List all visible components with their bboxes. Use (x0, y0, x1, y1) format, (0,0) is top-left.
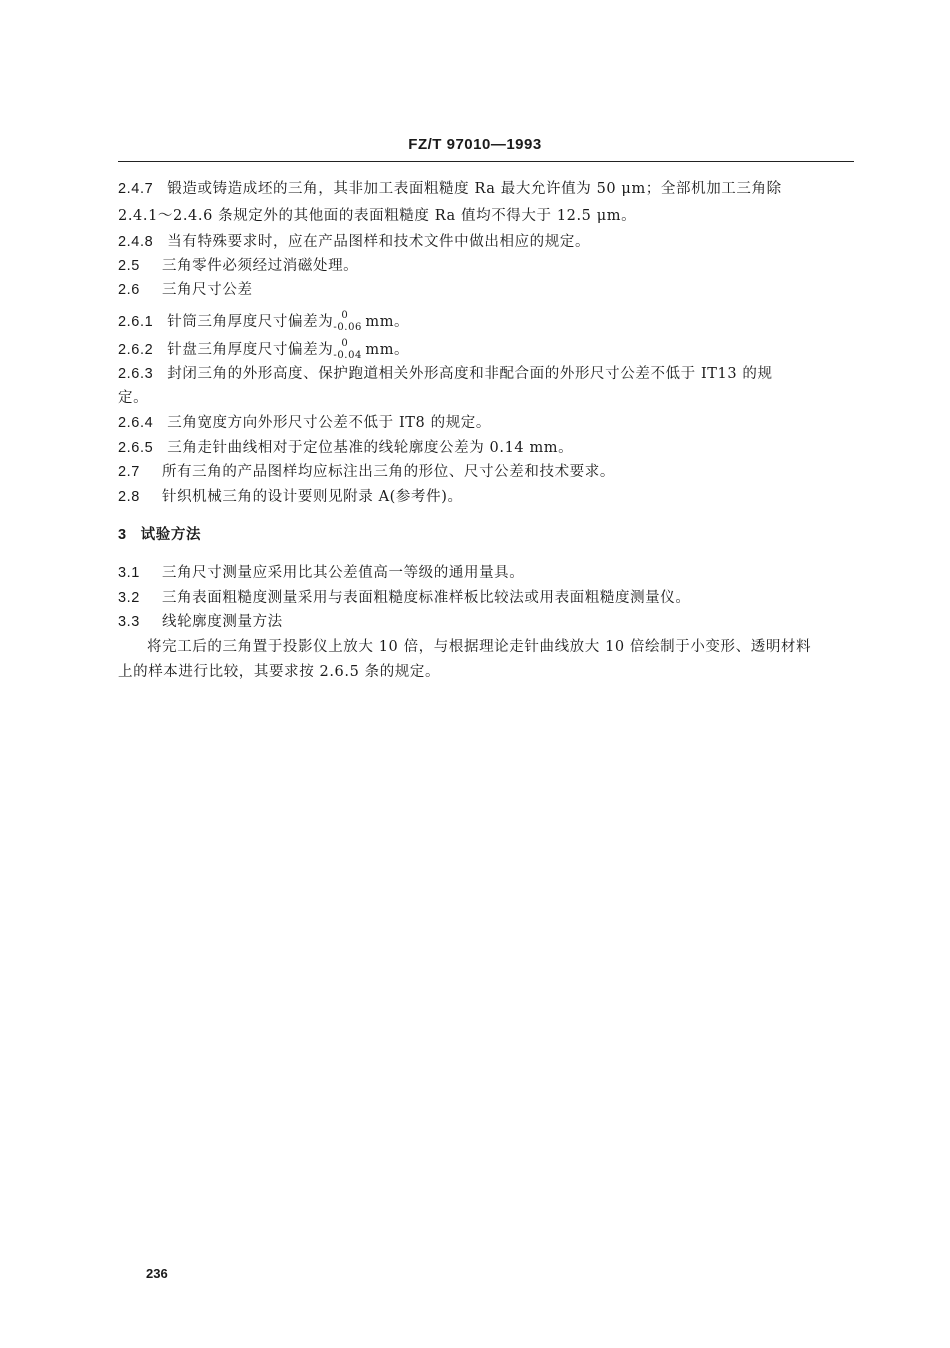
clause-2-7 (118, 462, 856, 482)
clause-number: 2.6.4 (118, 415, 154, 431)
clause-number: 2.4.8 (118, 234, 154, 250)
clause-2-6-3-cont (118, 388, 856, 408)
clause-text: 2.4.1～2.4.6 条规定外的其他面的表面粗糙度 Ra 值均不得大于 12.5 μm。 (118, 208, 637, 224)
clause-2-4-7-cont (118, 206, 856, 226)
clause-text: 当有特殊要求时，应在产品图样和技术文件中做出相应的规定。 (167, 234, 591, 250)
tolerance-upper: 0 (341, 338, 349, 349)
clause-text: 三角走针曲线相对于定位基准的线轮廓度公差为 0.14 mm。 (167, 440, 574, 456)
clause-2-5 (118, 256, 856, 276)
clause-2-6-3 (118, 364, 856, 384)
tolerance (333, 340, 365, 360)
page-number: 236 (146, 1266, 168, 1281)
clause-number: 2.8 (118, 489, 140, 505)
tolerance-upper: 0 (341, 310, 349, 321)
clause-number: 2.6.5 (118, 440, 154, 456)
clause-2-4-7 (118, 179, 856, 199)
clause-number: 2.6 (118, 282, 140, 298)
clause-number: 2.4.7 (118, 181, 154, 197)
clause-unit: mm。 (365, 314, 410, 330)
clause-text: 针盘三角厚度尺寸偏差为 (167, 342, 334, 358)
clause-number: 2.6.1 (118, 314, 154, 330)
clause-text: 三角表面粗糙度测量采用与表面粗糙度标准样板比较法或用表面粗糙度测量仪。 (161, 590, 691, 606)
clause-text: 锻造或铸造成坯的三角，其非加工表面粗糙度 Ra 最大允许值为 50 μm；全部机加工三角除 (167, 181, 782, 197)
clause-2-6-1 (118, 312, 856, 332)
clause-3-2 (118, 588, 856, 608)
section-title: 试验方法 (140, 526, 202, 543)
clause-unit: mm。 (365, 342, 410, 358)
clause-text: 三角宽度方向外形尺寸公差不低于 IT8 的规定。 (167, 415, 491, 431)
clause-text: 线轮廓度测量方法 (161, 614, 283, 630)
clause-number: 3.2 (118, 590, 140, 606)
clause-2-6 (118, 280, 856, 300)
paragraph-line-2: 上的样本进行比较，其要求按 2.6.5 条的规定。 (118, 664, 441, 680)
clause-number: 2.5 (118, 258, 140, 274)
tolerance-lower: -0.04 (333, 350, 363, 361)
clause-2-4-8 (118, 232, 856, 252)
clause-text: 封闭三角的外形高度、保护跑道相关外形高度和非配合面的外形尺寸公差不低于 IT13 的规 (167, 366, 773, 382)
clause-text: 针筒三角厚度尺寸偏差为 (167, 314, 334, 330)
clause-number: 2.6.2 (118, 342, 154, 358)
section-3-heading (118, 525, 856, 545)
clause-2-8 (118, 487, 856, 507)
clause-text: 三角尺寸公差 (161, 282, 253, 298)
paragraph-line-1: 将完工后的三角置于投影仪上放大 10 倍，与根据理论走针曲线放大 10 倍绘制于小变形、透明材料 (147, 639, 812, 655)
tolerance-lower: -0.06 (333, 322, 363, 333)
tolerance (333, 312, 365, 332)
clause-number: 3.3 (118, 614, 140, 630)
clause-3-3 (118, 612, 856, 632)
clause-number: 2.6.3 (118, 366, 154, 382)
clause-2-6-4 (118, 413, 856, 433)
clause-text: 三角尺寸测量应采用比其公差值高一等级的通用量具。 (161, 565, 525, 581)
header-rule (118, 161, 854, 162)
clause-number: 2.7 (118, 464, 140, 480)
clause-text: 定。 (118, 390, 149, 406)
clause-2-6-5 (118, 438, 856, 458)
clause-number: 3.1 (118, 565, 140, 581)
clause-text: 针织机械三角的设计要则见附录 A(参考件)。 (161, 489, 463, 505)
document-header: FZ/T 97010—1993 (408, 136, 542, 153)
section-number: 3 (118, 527, 127, 543)
clause-2-6-2 (118, 340, 856, 360)
clause-text: 所有三角的产品图样均应标注出三角的形位、尺寸公差和技术要求。 (161, 464, 615, 480)
clause-3-1 (118, 563, 856, 583)
clause-text: 三角零件必须经过消磁处理。 (161, 258, 359, 274)
